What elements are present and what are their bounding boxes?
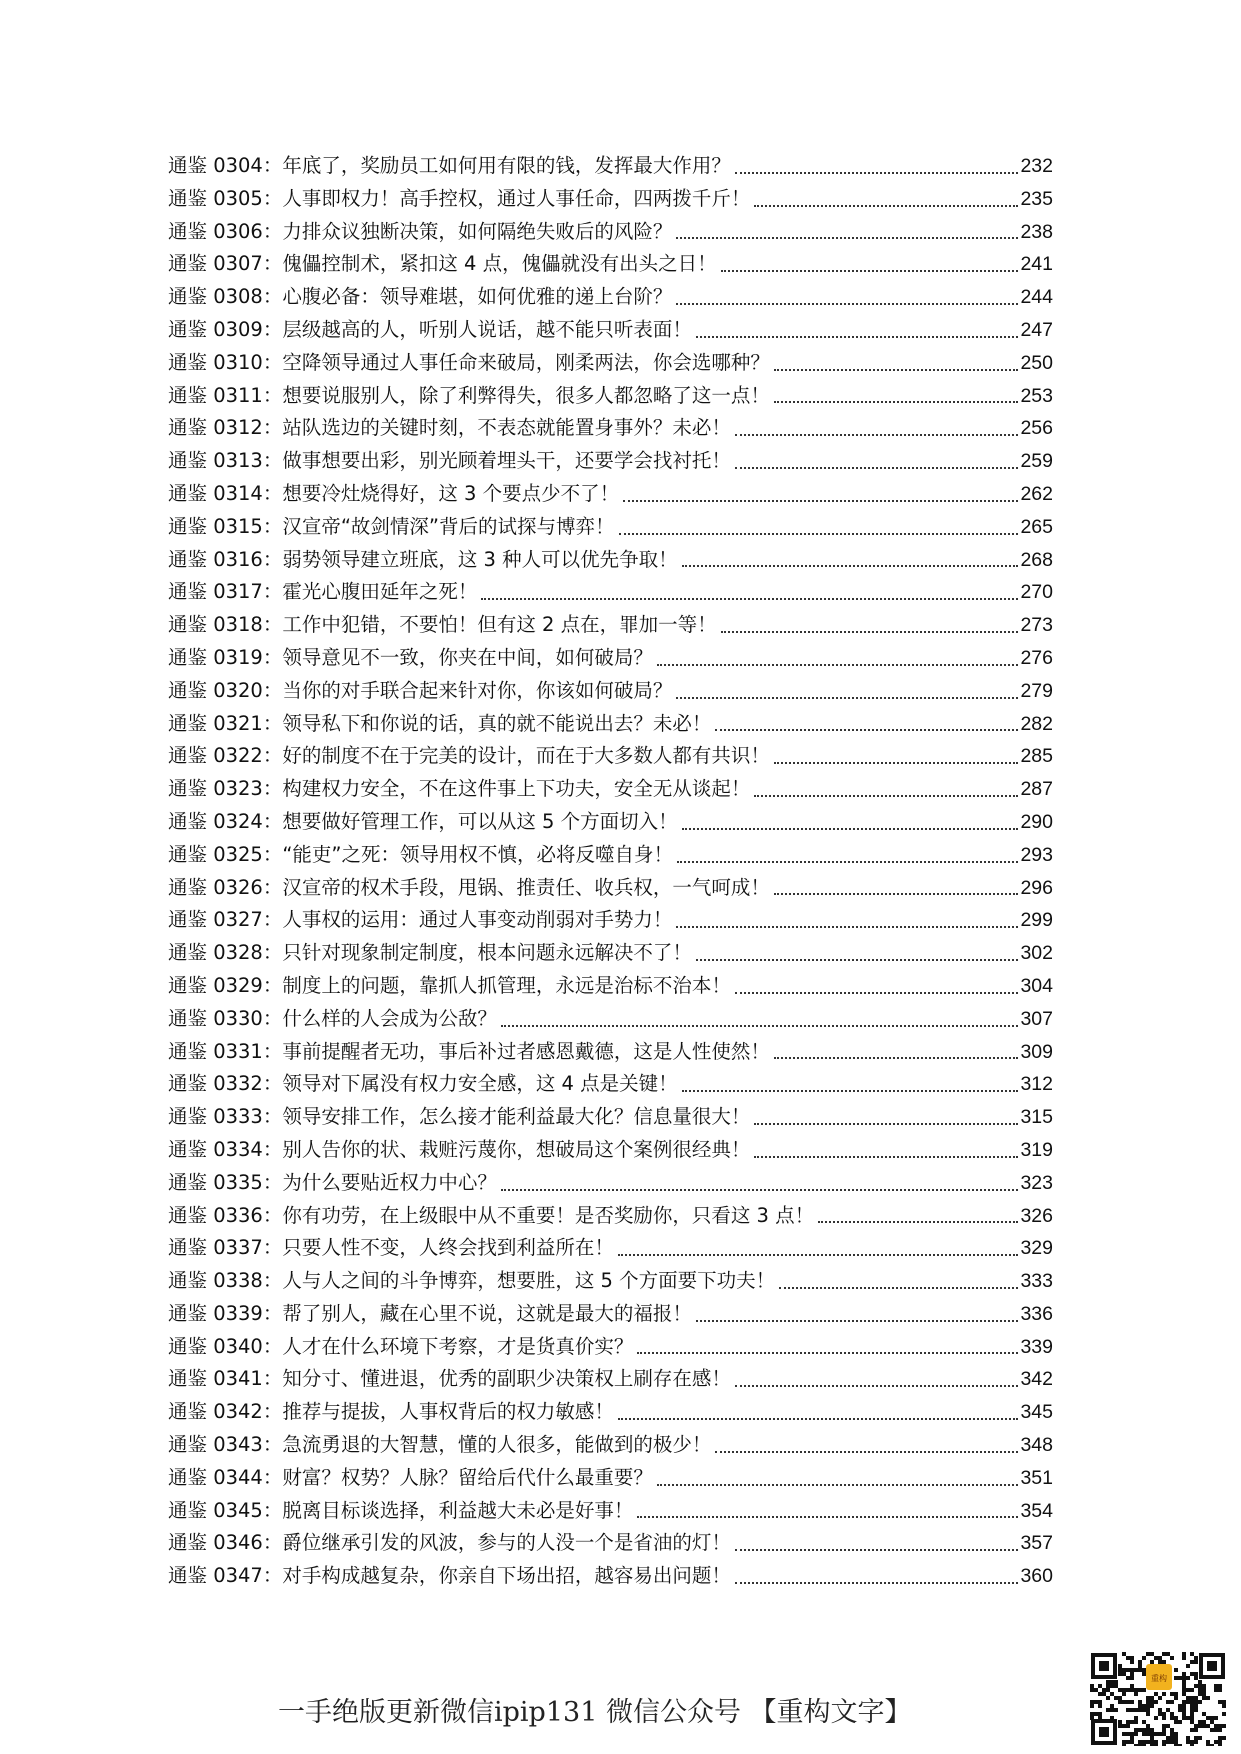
toc-entry-page: 333: [1020, 1270, 1053, 1293]
toc-leader-dots: [774, 1056, 1019, 1059]
toc-leader-dots: [618, 1417, 1019, 1420]
toc-entry-number: 通鉴 0324：: [168, 809, 283, 833]
toc-entry-number: 通鉴 0330：: [168, 1006, 283, 1030]
toc-entry-number: 通鉴 0334：: [168, 1137, 283, 1161]
toc-entry-title: 空降领导通过人事任命来破局，刚柔两法，你会选哪种？: [282, 350, 770, 374]
toc-entry-page: 265: [1020, 515, 1053, 538]
toc-entry: [168, 675, 1053, 708]
toc-entry-number: 通鉴 0346：: [168, 1531, 283, 1555]
toc-entry-number: 通鉴 0333：: [168, 1105, 283, 1129]
toc-entry-number: 通鉴 0340：: [168, 1334, 283, 1358]
toc-entry-title: 做事想要出彩，别光顾着埋头干，还要学会找衬托！: [282, 449, 731, 473]
toc-entry-page: 351: [1020, 1466, 1053, 1489]
toc-entry: [168, 544, 1053, 577]
toc-entry: [168, 970, 1053, 1003]
toc-entry-page: 259: [1020, 450, 1053, 473]
table-of-contents: [168, 150, 1053, 1593]
qr-badge-label: 重构: [1151, 1674, 1167, 1683]
toc-entry-title: 只针对现象制定制度，根本问题永远解决不了！: [282, 941, 692, 965]
toc-entry: [168, 937, 1053, 970]
toc-leader-dots: [682, 564, 1019, 567]
toc-entry: [168, 281, 1053, 314]
toc-entry-page: 250: [1020, 351, 1053, 374]
toc-entry-page: 299: [1020, 909, 1053, 932]
toc-entry-title: 领导意见不一致，你夹在中间，如何破局？: [282, 645, 653, 669]
toc-entry-title: 工作中犯错，不要怕！但有这 2 点在，罪加一等！: [282, 613, 717, 637]
toc-entry-page: 339: [1020, 1335, 1053, 1358]
toc-entry-page: 323: [1020, 1171, 1053, 1194]
toc-leader-dots: [735, 466, 1019, 469]
toc-entry-page: 279: [1020, 679, 1053, 702]
toc-entry-title: 帮了别人，藏在心里不说，这就是最大的福报！: [282, 1301, 692, 1325]
toc-entry-title: 别人告你的状、栽赃污蔑你，想破局这个案例很经典！: [282, 1137, 751, 1161]
qr-code: [1090, 1652, 1226, 1746]
toc-entry-number: 通鉴 0323：: [168, 777, 283, 801]
toc-entry: [168, 478, 1053, 511]
toc-entry: [168, 1560, 1053, 1593]
toc-entry: [168, 445, 1053, 478]
toc-entry-number: 通鉴 0307：: [168, 252, 283, 276]
toc-leader-dots: [779, 1286, 1018, 1289]
toc-entry-title: 年底了，奖励员工如何用有限的钱，发挥最大作用？: [282, 154, 731, 177]
toc-leader-dots: [735, 1581, 1019, 1584]
toc-entry: [168, 642, 1053, 675]
toc-entry-title: 力排众议独断决策，如何隔绝失败后的风险？: [282, 219, 673, 243]
toc-entry: [168, 347, 1053, 380]
toc-leader-dots: [501, 1024, 1019, 1027]
toc-entry: [168, 1462, 1053, 1495]
toc-leader-dots: [735, 171, 1019, 174]
toc-entry: [168, 1232, 1053, 1265]
toc-entry-page: 342: [1020, 1368, 1053, 1391]
toc-entry-title: 人事权的运用：通过人事变动削弱对手势力！: [282, 908, 673, 932]
toc-entry-number: 通鉴 0326：: [168, 875, 283, 899]
footer-text: 一手绝版更新微信ipip131 微信公众号 【重构文字】: [278, 1697, 912, 1728]
toc-entry-title: 对手构成越复杂，你亲自下场出招，越容易出问题！: [282, 1564, 731, 1588]
toc-entry-page: 345: [1020, 1401, 1053, 1424]
toc-entry-title: 想要说服别人，除了利弊得失，很多人都忽略了这一点！: [282, 383, 770, 407]
toc-entry-title: 制度上的问题，靠抓人抓管理，永远是治标不治本！: [282, 973, 731, 997]
toc-entry-page: 329: [1020, 1237, 1053, 1260]
toc-entry-title: 为什么要贴近权力中心？: [282, 1170, 497, 1194]
toc-entry: [168, 1101, 1053, 1134]
toc-entry: [168, 248, 1053, 281]
toc-entry-number: 通鉴 0309：: [168, 317, 283, 341]
toc-entry-page: 270: [1020, 581, 1053, 604]
toc-entry: [168, 1134, 1053, 1167]
toc-entry-number: 通鉴 0319：: [168, 645, 283, 669]
toc-entry-title: 心腹必备：领导难堪，如何优雅的递上台阶？: [282, 285, 673, 309]
toc-entry: [168, 1495, 1053, 1528]
toc-entry-title: 你有功劳，在上级眼中从不重要！是否奖励你，只看这 3 点！: [282, 1203, 815, 1227]
toc-entry: [168, 773, 1053, 806]
toc-leader-dots: [754, 1122, 1018, 1125]
toc-leader-dots: [774, 892, 1019, 895]
toc-entry: [168, 872, 1053, 905]
toc-entry: [168, 1036, 1053, 1069]
toc-entry: [168, 1200, 1053, 1233]
toc-entry: [168, 150, 1053, 183]
toc-entry-number: 通鉴 0318：: [168, 613, 283, 637]
toc-entry-title: 爵位继承引发的风波，参与的人没一个是省油的灯！: [282, 1531, 731, 1555]
toc-leader-dots: [721, 269, 1019, 272]
toc-entry-number: 通鉴 0327：: [168, 908, 283, 932]
toc-entry-title: 什么样的人会成为公敌？: [282, 1006, 497, 1030]
toc-entry-number: 通鉴 0328：: [168, 941, 283, 965]
toc-entry-title: 人事即权力！高手控权，通过人事任命，四两拨千斤！: [282, 186, 751, 210]
toc-entry-number: 通鉴 0312：: [168, 416, 283, 440]
toc-entry-page: 348: [1020, 1434, 1053, 1457]
toc-entry-page: 302: [1020, 942, 1053, 965]
toc-entry-number: 通鉴 0313：: [168, 449, 283, 473]
toc-entry-number: 通鉴 0322：: [168, 744, 283, 768]
toc-entry: [168, 216, 1053, 249]
toc-entry-page: 315: [1020, 1106, 1053, 1129]
toc-entry-number: 通鉴 0304：: [168, 154, 283, 177]
toc-leader-dots: [637, 1351, 1018, 1354]
toc-leader-dots: [774, 368, 1019, 371]
toc-entry-page: 273: [1020, 614, 1053, 637]
toc-leader-dots: [676, 302, 1018, 305]
toc-entry-number: 通鉴 0336：: [168, 1203, 283, 1227]
toc-leader-dots: [481, 597, 1018, 600]
toc-leader-dots: [735, 433, 1019, 436]
toc-entry-page: 290: [1020, 810, 1053, 833]
toc-entry-number: 通鉴 0305：: [168, 186, 283, 210]
toc-entry: [168, 1429, 1053, 1462]
toc-entry-title: 构建权力安全，不在这件事上下功夫，安全无从谈起！: [282, 777, 751, 801]
toc-entry-number: 通鉴 0321：: [168, 711, 283, 735]
toc-entry-page: 285: [1020, 745, 1053, 768]
toc-leader-dots: [754, 1155, 1018, 1158]
toc-leader-dots: [715, 1450, 1018, 1453]
toc-entry-title: 好的制度不在于完美的设计，而在于大多数人都有共识！: [282, 744, 770, 768]
toc-entry-title: 霍光心腹田延年之死！: [282, 580, 478, 604]
toc-entry-page: 357: [1020, 1532, 1053, 1555]
toc-leader-dots: [619, 532, 1019, 535]
toc-entry: [168, 1003, 1053, 1036]
toc-entry: [168, 1527, 1053, 1560]
toc-leader-dots: [501, 1188, 1019, 1191]
toc-entry-page: 293: [1020, 843, 1053, 866]
toc-entry-title: 只要人性不变，人终会找到利益所在！: [282, 1236, 614, 1260]
toc-entry-title: 站队选边的关键时刻，不表态就能置身事外？未必！: [282, 416, 731, 440]
toc-entry-page: 238: [1020, 220, 1053, 243]
toc-entry-number: 通鉴 0332：: [168, 1072, 283, 1096]
toc-entry-number: 通鉴 0308：: [168, 285, 283, 309]
toc-entry-number: 通鉴 0335：: [168, 1170, 283, 1194]
toc-entry: [168, 380, 1053, 413]
toc-entry-page: 304: [1020, 974, 1053, 997]
toc-entry-title: 人与人之间的斗争博弈，想要胜，这 5 个方面要下功夫！: [282, 1269, 776, 1293]
toc-entry-page: 360: [1020, 1565, 1053, 1588]
toc-entry-page: 296: [1020, 876, 1053, 899]
toc-entry-title: 推荐与提拔，人事权背后的权力敏感！: [282, 1400, 614, 1424]
toc-entry-number: 通鉴 0339：: [168, 1301, 283, 1325]
toc-leader-dots: [637, 1515, 1018, 1518]
toc-entry: [168, 740, 1053, 773]
toc-entry-title: 领导私下和你说的话，真的就不能说出去？未必！: [282, 711, 712, 735]
toc-entry-page: 232: [1020, 155, 1053, 177]
toc-leader-dots: [774, 400, 1019, 403]
toc-entry-title: 层级越高的人，听别人说话，越不能只听表面！: [282, 317, 692, 341]
toc-entry: [168, 412, 1053, 445]
toc-entry-number: 通鉴 0337：: [168, 1236, 283, 1260]
toc-entry: [168, 1331, 1053, 1364]
toc-entry-number: 通鉴 0320：: [168, 678, 283, 702]
toc-entry-title: 弱势领导建立班底，这 3 种人可以优先争取！: [282, 547, 678, 571]
toc-entry-page: 247: [1020, 318, 1053, 341]
toc-entry-number: 通鉴 0338：: [168, 1269, 283, 1293]
toc-entry-number: 通鉴 0347：: [168, 1564, 283, 1588]
toc-entry-page: 276: [1020, 646, 1053, 669]
toc-entry-page: 244: [1020, 286, 1053, 309]
toc-entry-title: 傀儡控制术，紧扣这 4 点，傀儡就没有出头之日！: [282, 252, 717, 276]
toc-entry: [168, 1363, 1053, 1396]
toc-entry-number: 通鉴 0316：: [168, 547, 283, 571]
toc-entry-page: 262: [1020, 482, 1053, 505]
toc-entry-page: 336: [1020, 1302, 1053, 1325]
toc-entry-page: 256: [1020, 417, 1053, 440]
toc-leader-dots: [754, 204, 1018, 207]
toc-entry: [168, 1068, 1053, 1101]
toc-entry: [168, 806, 1053, 839]
toc-entry-title: 汉宣帝“故剑情深”背后的试探与博弈！: [282, 514, 615, 538]
toc-entry-page: 268: [1020, 548, 1053, 571]
toc-entry-number: 通鉴 0315：: [168, 514, 283, 538]
toc-leader-dots: [696, 958, 1019, 961]
toc-entry-number: 通鉴 0331：: [168, 1039, 283, 1063]
toc-entry-title: 当你的对手联合起来针对你，你该如何破局？: [282, 678, 673, 702]
toc-entry-title: 领导安排工作，怎么接才能利益最大化？信息量很大！: [282, 1105, 751, 1129]
toc-leader-dots: [657, 1483, 1019, 1486]
toc-leader-dots: [677, 860, 1018, 863]
toc-entry: [168, 183, 1053, 216]
toc-entry-number: 通鉴 0343：: [168, 1433, 283, 1457]
toc-entry: [168, 609, 1053, 642]
toc-leader-dots: [735, 1548, 1019, 1551]
toc-entry: [168, 904, 1053, 937]
toc-entry-number: 通鉴 0306：: [168, 219, 283, 243]
toc-leader-dots: [715, 728, 1018, 731]
toc-entry-title: 知分寸、懂进退，优秀的副职少决策权上刷存在感！: [282, 1367, 731, 1391]
toc-entry-number: 通鉴 0341：: [168, 1367, 283, 1391]
toc-entry: [168, 1167, 1053, 1200]
toc-leader-dots: [721, 630, 1019, 633]
toc-leader-dots: [682, 827, 1019, 830]
toc-entry-page: 326: [1020, 1204, 1053, 1227]
toc-entry-number: 通鉴 0311：: [168, 383, 283, 407]
toc-leader-dots: [818, 1220, 1018, 1223]
toc-leader-dots: [696, 335, 1019, 338]
toc-entry-page: 241: [1020, 253, 1053, 276]
toc-leader-dots: [696, 1319, 1019, 1322]
toc-entry-number: 通鉴 0325：: [168, 842, 283, 866]
toc-leader-dots: [676, 925, 1018, 928]
toc-leader-dots: [623, 499, 1018, 502]
toc-entry-title: 领导对下属没有权力安全感，这 4 点是关键！: [282, 1072, 678, 1096]
toc-entry: [168, 314, 1053, 347]
toc-entry-title: 财富？权势？人脉？留给后代什么最重要？: [282, 1465, 653, 1489]
toc-entry-title: 事前提醒者无功，事后补过者感恩戴德，这是人性使然！: [282, 1039, 770, 1063]
toc-entry-page: 235: [1020, 187, 1053, 210]
toc-entry-title: “能吏”之死：领导用权不慎，必将反噬自身！: [282, 842, 674, 866]
toc-entry-title: 脱离目标谈选择，利益越大未必是好事！: [282, 1498, 634, 1522]
toc-entry-number: 通鉴 0310：: [168, 350, 283, 374]
toc-entry-title: 人才在什么环境下考察，才是货真价实？: [282, 1334, 634, 1358]
toc-leader-dots: [754, 794, 1018, 797]
toc-entry-number: 通鉴 0342：: [168, 1400, 283, 1424]
toc-entry-page: 253: [1020, 384, 1053, 407]
toc-entry: [168, 1265, 1053, 1298]
toc-entry: [168, 511, 1053, 544]
toc-entry-page: 312: [1020, 1073, 1053, 1096]
toc-entry-number: 通鉴 0329：: [168, 973, 283, 997]
toc-leader-dots: [735, 1384, 1019, 1387]
toc-entry-page: 309: [1020, 1040, 1053, 1063]
toc-entry: [168, 576, 1053, 609]
toc-entry-number: 通鉴 0344：: [168, 1465, 283, 1489]
toc-entry-number: 通鉴 0345：: [168, 1498, 283, 1522]
toc-entry: [168, 1298, 1053, 1331]
toc-entry-page: 354: [1020, 1499, 1053, 1522]
toc-entry-title: 急流勇退的大智慧，懂的人很多，能做到的极少！: [282, 1433, 712, 1457]
toc-leader-dots: [676, 696, 1018, 699]
toc-entry-page: 287: [1020, 778, 1053, 801]
toc-entry-page: 282: [1020, 712, 1053, 735]
toc-entry-page: 307: [1020, 1007, 1053, 1030]
toc-entry: [168, 1396, 1053, 1429]
toc-leader-dots: [735, 991, 1019, 994]
toc-entry-number: 通鉴 0314：: [168, 481, 283, 505]
toc-entry-page: 319: [1020, 1138, 1053, 1161]
toc-leader-dots: [676, 236, 1018, 239]
toc-entry-number: 通鉴 0317：: [168, 580, 283, 604]
toc-entry-title: 想要做好管理工作，可以从这 5 个方面切入！: [282, 809, 678, 833]
toc-leader-dots: [682, 1089, 1019, 1092]
toc-leader-dots: [618, 1253, 1019, 1256]
toc-leader-dots: [657, 663, 1019, 666]
toc-entry-title: 想要冷灶烧得好，这 3 个要点少不了！: [282, 481, 620, 505]
toc-entry: [168, 708, 1053, 741]
toc-entry-title: 汉宣帝的权术手段，甩锅、推责任、收兵权，一气呵成！: [282, 875, 770, 899]
toc-entry: [168, 839, 1053, 872]
toc-leader-dots: [774, 761, 1019, 764]
